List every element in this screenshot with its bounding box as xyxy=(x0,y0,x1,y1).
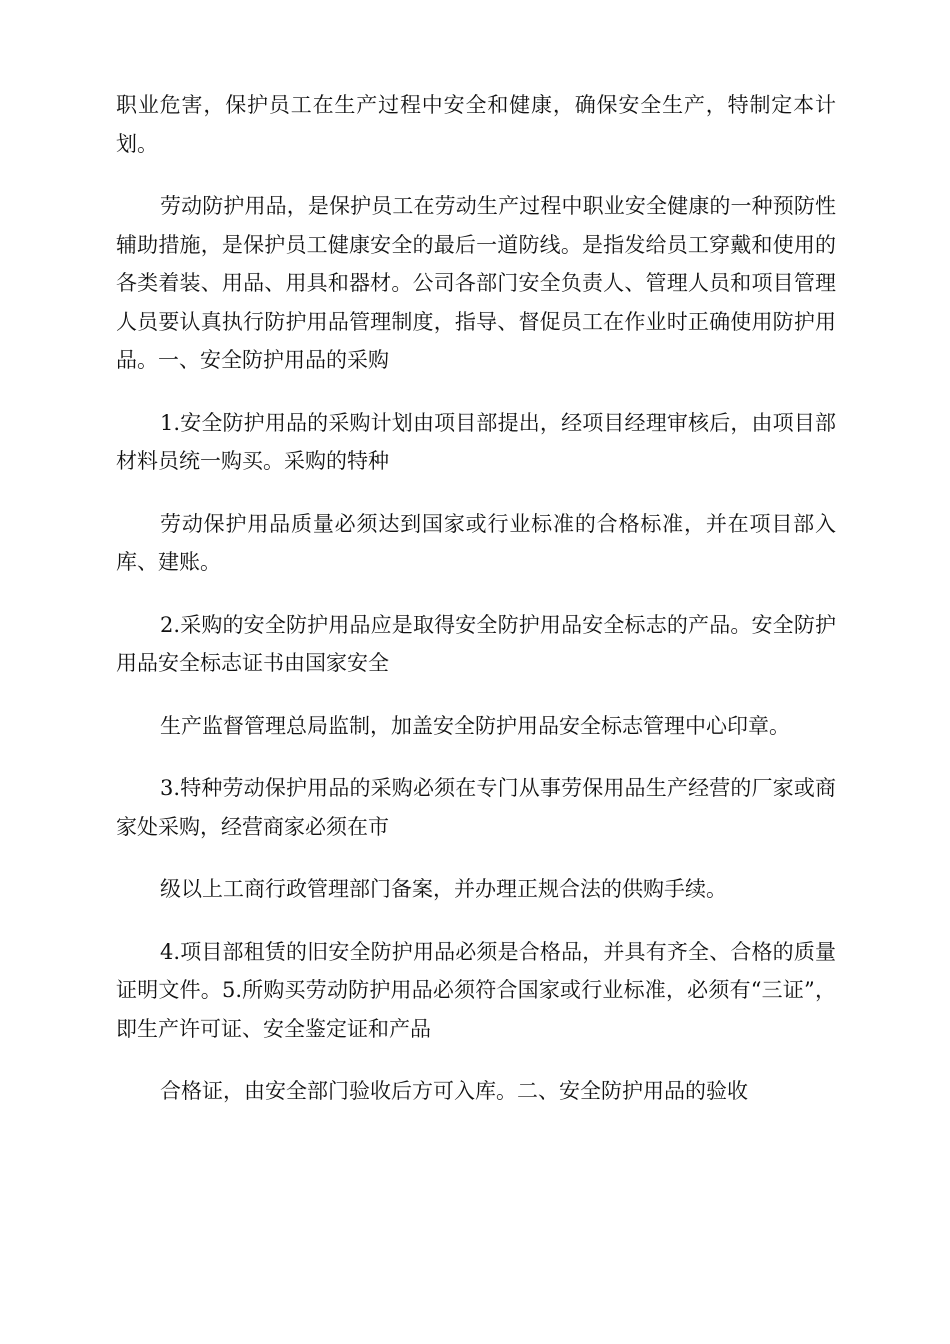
paragraph-8: 级以上工商行政管理部门备案，并办理正规合法的供购手续。 xyxy=(160,877,727,901)
paragraph-1: 职业危害，保护员工在生产过程中安全和健康，确保安全生产，特制定本计划。 xyxy=(116,93,836,156)
paragraph-6: 生产监督管理总局监制，加盖安全防护用品安全标志管理中心印章。 xyxy=(160,713,790,738)
paragraph-2: 劳动防护用品，是保护员工在劳动生产过程中职业安全健康的一种预防性辅助措施，是保护员工健康安全的最后一道防线。是指发给员工穿戴和使用的各类着装、用品、用具和器材。公司各部门安全负责人、管理人员和项目管理人员要认真执行防护用品管理制度，指导、督促员工在作业时正确使用防护用品。一、安全防护用品的采购 xyxy=(116,194,836,372)
paragraph-7: 3.特种劳动保护用品的采购必须在专门从事劳保用品生产经营的厂家或商家处采购，经营商家必须在市 xyxy=(116,776,836,839)
paragraph-4: 劳动保护用品质量必须达到国家或行业标准的合格标准，并在项目部入库、建账。 xyxy=(116,511,836,574)
paragraph-9: 4.项目部租赁的旧安全防护用品必须是合格品，并具有齐全、合格的质量证明文件。5.所购买劳动防护用品必须符合国家或行业标准，必须有“三证”，即生产许可证、安全鉴定证和产品 xyxy=(116,939,836,1041)
paragraph-3: 1.安全防护用品的采购计划由项目部提出，经项目经理审核后，由项目部材料员统一购买。采购的特种 xyxy=(116,410,836,473)
document-body xyxy=(116,86,836,1135)
paragraph-10: 合格证，由安全部门验收后方可入库。二、安全防护用品的验收 xyxy=(160,1079,748,1103)
paragraph-5: 2.采购的安全防护用品应是取得安全防护用品安全标志的产品。安全防护用品安全标志证书由国家安全 xyxy=(116,612,836,675)
